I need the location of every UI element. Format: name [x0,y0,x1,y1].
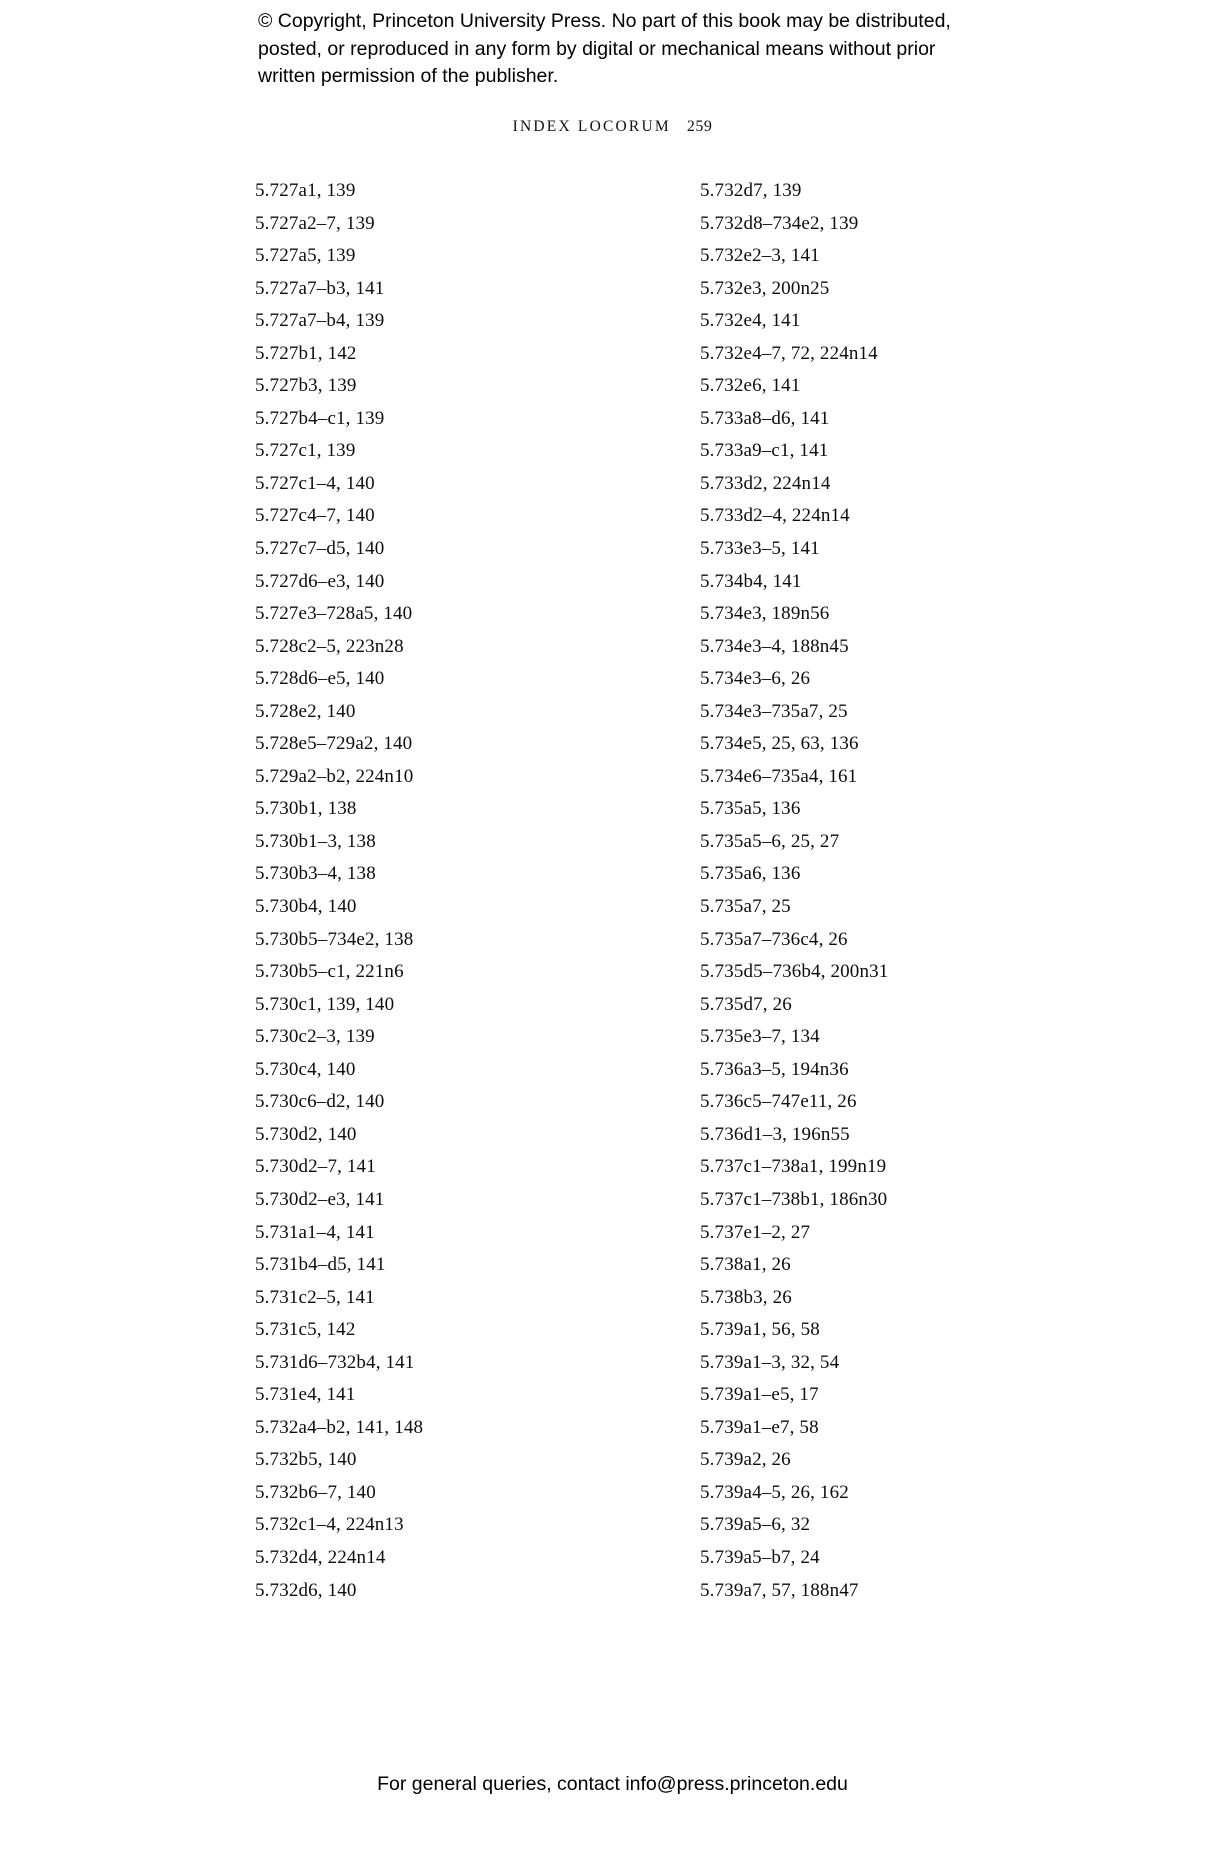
index-entry: 5.727a2–7, 139 [255,212,375,234]
index-entry: 5.737c1–738a1, 199n19 [700,1156,887,1178]
index-entry: 5.731c2–5, 141 [255,1286,375,1308]
index-entry: 5.739a4–5, 26, 162 [700,1481,849,1503]
index-entry: 5.732e2–3, 141 [700,245,820,267]
index-entry: 5.734e6–735a4, 161 [700,765,858,787]
index-entry: 5.732a4–b2, 141, 148 [255,1416,424,1438]
index-entry: 5.732d7, 139 [700,180,802,201]
index-entry: 5.727b3, 139 [255,375,357,397]
index-entry: 5.735d7, 26 [700,993,792,1015]
index-entry: 5.733e3–5, 141 [700,538,820,560]
index-entry: 5.727c7–d5, 140 [255,538,385,560]
index-entry: 5.730c6–d2, 140 [255,1091,385,1113]
index-entry: 5.727a5, 139 [255,245,356,267]
index-entry: 5.732e4, 141 [700,310,801,332]
index-entry: 5.733d2, 224n14 [700,472,831,494]
index-entry: 5.732c1–4, 224n13 [255,1514,404,1536]
index-entry: 5.727b1, 142 [255,342,357,364]
index-entry: 5.727c4–7, 140 [255,505,375,527]
index-columns [0,175,1225,1601]
index-entry: 5.730d2–e3, 141 [255,1188,385,1210]
index-entry: 5.731d6–732b4, 141 [255,1351,415,1373]
index-entry: 5.735a5, 136 [700,798,801,820]
index-entry: 5.731e4, 141 [255,1384,356,1406]
footer-note: For general queries, contact info@press.princeton.edu [377,1773,848,1795]
index-entry: 5.730c1, 139, 140 [255,993,395,1015]
index-entry: 5.734e3–4, 188n45 [700,635,849,657]
index-entry: 5.727a7–b4, 139 [255,310,385,332]
index-entry: 5.736c5–747e11, 26 [700,1091,857,1113]
index-entry: 5.739a5–6, 32 [700,1514,811,1536]
index-entry: 5.732e4–7, 72, 224n14 [700,342,878,364]
index-entry: 5.730d2, 140 [255,1123,357,1145]
index-entry: 5.731c5, 142 [255,1319,356,1341]
index-entry: 5.733a9–c1, 141 [700,440,829,462]
index-entry: 5.732d4, 224n14 [255,1546,386,1568]
index-entry: 5.730c4, 140 [255,1058,356,1080]
index-entry: 5.739a1, 56, 58 [700,1319,820,1341]
index-entry: 5.730b1, 138 [255,798,357,820]
index-entry: 5.732b5, 140 [255,1449,357,1471]
index-entry: 5.730b3–4, 138 [255,863,376,885]
index-entry: 5.735a5–6, 25, 27 [700,830,840,852]
page-number: 259 [686,118,713,135]
running-head [0,118,1225,136]
index-entry: 5.730d2–7, 141 [255,1156,376,1178]
index-entry: 5.732b6–7, 140 [255,1481,376,1503]
index-entry: 5.727d6–e3, 140 [255,570,385,592]
index-entry: 5.728e2, 140 [255,700,356,722]
index-entry: 5.734b4, 141 [700,570,802,592]
index-entry: 5.727b4–c1, 139 [255,407,385,429]
index-entry: 5.730b5–734e2, 138 [255,928,414,950]
index-entry: 5.735a7–736c4, 26 [700,928,848,950]
index-entry: 5.728d6–e5, 140 [255,668,385,690]
index-entry: 5.730b4, 140 [255,896,357,918]
index-entry: 5.728e5–729a2, 140 [255,733,413,755]
index-entry: 5.731a1–4, 141 [255,1221,375,1243]
index-entry: 5.727a7–b3, 141 [255,277,385,299]
index-entry: 5.739a1–e5, 17 [700,1384,819,1406]
index-entry: 5.739a2, 26 [700,1449,791,1471]
index-entry: 5.738b3, 26 [700,1286,792,1308]
index-entry: 5.735a7, 25 [700,896,791,918]
index-entry: 5.732e3, 200n25 [700,277,830,299]
index-entry: 5.734e3, 189n56 [700,603,830,625]
running-head-title: INDEX LOCORUM [512,118,671,135]
index-entry: 5.739a7, 57, 188n47 [700,1579,859,1601]
index-entry: 5.737e1–2, 27 [700,1221,811,1243]
index-entry: 5.735d5–736b4, 200n31 [700,961,889,983]
index-entry: 5.727c1, 139 [255,440,356,462]
index-entry: 5.739a1–3, 32, 54 [700,1351,840,1373]
index-entry: 5.728c2–5, 223n28 [255,635,404,657]
index-entry: 5.731b4–d5, 141 [255,1254,386,1276]
index-entry: 5.727e3–728a5, 140 [255,603,413,625]
index-entry: 5.730c2–3, 139 [255,1026,375,1048]
index-entry: 5.736d1–3, 196n55 [700,1123,850,1145]
index-entry: 5.734e5, 25, 63, 136 [700,733,859,755]
index-entry: 5.733d2–4, 224n14 [700,505,850,527]
index-entry: 5.732e6, 141 [700,375,801,397]
index-entry: 5.732d6, 140 [255,1579,357,1601]
index-column-left [255,175,423,1607]
index-entry: 5.734e3–735a7, 25 [700,700,848,722]
index-entry: 5.737c1–738b1, 186n30 [700,1188,888,1210]
index-entry: 5.735a6, 136 [700,863,801,885]
index-entry: 5.727a1, 139 [255,180,356,201]
index-entry: 5.729a2–b2, 224n10 [255,765,414,787]
index-entry: 5.733a8–d6, 141 [700,407,830,429]
copyright-notice: © Copyright, Princeton University Press. No part of this book may be distributed, posted, or reproduced in any form by digital or mechanical means without prior written permission of the publisher. [258,10,951,88]
index-entry: 5.736a3–5, 194n36 [700,1058,849,1080]
index-entry: 5.730b1–3, 138 [255,830,376,852]
index-entry: 5.732d8–734e2, 139 [700,212,859,234]
index-entry: 5.739a1–e7, 58 [700,1416,819,1438]
index-entry: 5.739a5–b7, 24 [700,1546,820,1568]
index-entry: 5.735e3–7, 134 [700,1026,820,1048]
index-entry: 5.734e3–6, 26 [700,668,811,690]
index-column-right [700,175,888,1607]
index-entry: 5.727c1–4, 140 [255,472,375,494]
index-entry: 5.738a1, 26 [700,1254,791,1276]
index-entry: 5.730b5–c1, 221n6 [255,961,404,983]
